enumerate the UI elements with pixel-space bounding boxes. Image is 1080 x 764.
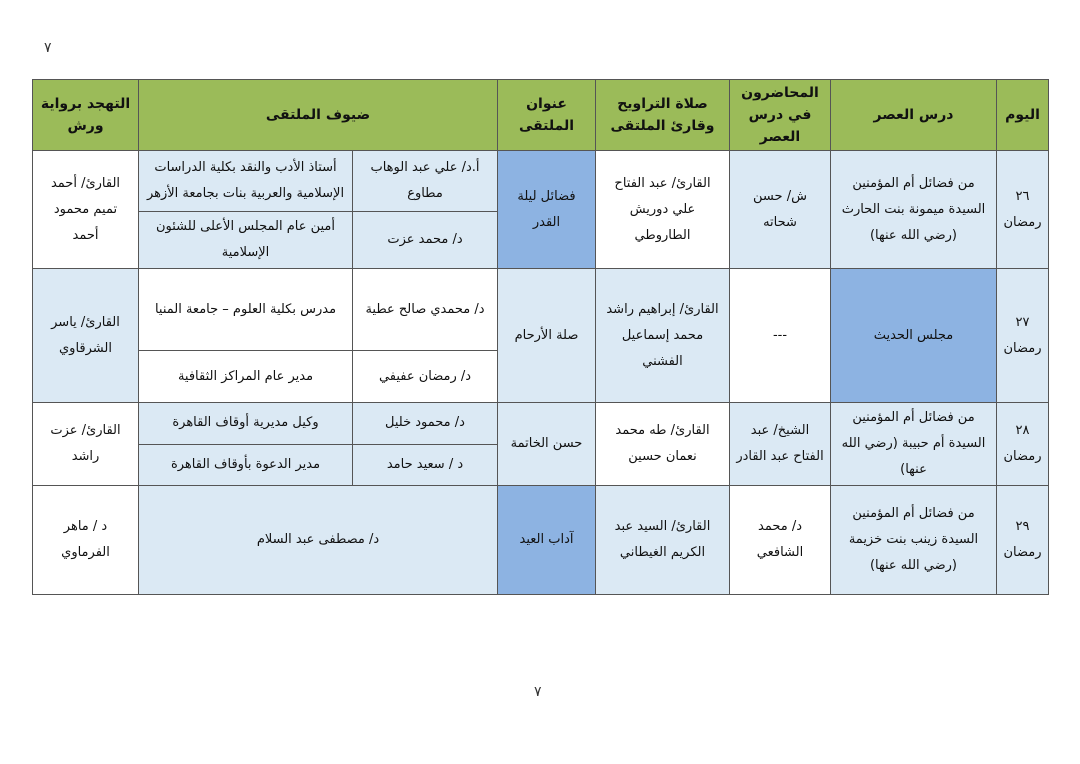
day-cell: ٢٧ رمضان: [997, 269, 1049, 403]
guest-role-cell: مدير عام المراكز الثقافية: [139, 351, 353, 403]
tahajjud-cell: القارئ/ أحمد تميم محمود أحمد: [33, 151, 139, 269]
asr-lecturer-cell: الشيخ/ عبد الفتاح عبد القادر: [730, 403, 831, 486]
guest-role-cell: أستاذ الأدب والنقد بكلية الدراسات الإسلامية والعربية بنات بجامعة الأزهر: [139, 151, 353, 212]
day-cell: ٢٨ رمضان: [997, 403, 1049, 486]
asr-lesson-cell: من فضائل أم المؤمنين السيدة ميمونة بنت الحارث (رضي الله عنها): [831, 151, 997, 269]
header-day: اليوم: [997, 80, 1049, 151]
guest-name-cell: د/ مصطفى عبد السلام: [139, 486, 498, 595]
asr-lecturer-cell: ---: [730, 269, 831, 403]
table-row: [33, 269, 1049, 351]
guest-role-cell: مدرس بكلية العلوم – جامعة المنيا: [139, 269, 353, 351]
asr-lesson-cell: من فضائل أم المؤمنين السيدة أم حبيبة (رضي الله عنها): [831, 403, 997, 486]
page-number-bottom: ٧: [534, 684, 542, 700]
guest-name-cell: د/ رمضان عفيفي: [353, 351, 498, 403]
page-number-top: ٧: [44, 40, 52, 56]
guest-role-cell: مدير الدعوة بأوقاف القاهرة: [139, 444, 353, 486]
header-taraweeh: صلاة التراويح وقارئ الملتقى: [596, 80, 730, 151]
forum-title-cell: حسن الخاتمة: [498, 403, 596, 486]
header-forum-title: عنوان الملتقى: [498, 80, 596, 151]
table-row: [33, 486, 1049, 595]
guest-name-cell: د/ محمود خليل: [353, 403, 498, 445]
header-asr-lesson: درس العصر: [831, 80, 997, 151]
guest-role-cell: وكيل مديرية أوقاف القاهرة: [139, 403, 353, 445]
tahajjud-cell: د / ماهر الفرماوي: [33, 486, 139, 595]
day-cell: ٢٩ رمضان: [997, 486, 1049, 595]
header-tahajjud: التهجد برواية ورش: [33, 80, 139, 151]
forum-title-cell: فضائل ليلة القدر: [498, 151, 596, 269]
guest-name-cell: د / سعيد حامد: [353, 444, 498, 486]
asr-lecturer-cell: ش/ حسن شحاته: [730, 151, 831, 269]
header-row: [33, 80, 1049, 151]
tahajjud-cell: القارئ/ ياسر الشرقاوي: [33, 269, 139, 403]
taraweeh-cell: القارئ/ عبد الفتاح علي دوريش الطاروطي: [596, 151, 730, 269]
guest-name-cell: أ.د/ علي عبد الوهاب مطاوع: [353, 151, 498, 212]
tahajjud-cell: القارئ/ عزت راشد: [33, 403, 139, 486]
taraweeh-cell: القارئ/ إبراهيم راشد محمد إسماعيل الفشني: [596, 269, 730, 403]
forum-title-cell: صلة الأرحام: [498, 269, 596, 403]
table-row: [33, 403, 1049, 445]
day-cell: ٢٦ رمضان: [997, 151, 1049, 269]
asr-lecturer-cell: د/ محمد الشافعي: [730, 486, 831, 595]
table-row: [33, 151, 1049, 212]
asr-lesson-cell: من فضائل أم المؤمنين السيدة زينب بنت خزيمة (رضي الله عنها): [831, 486, 997, 595]
forum-title-cell: آداب العيد: [498, 486, 596, 595]
asr-lesson-cell: مجلس الحديث: [831, 269, 997, 403]
guest-name-cell: د/ محمدي صالح عطية: [353, 269, 498, 351]
header-asr-lecturers: المحاضرون في درس العصر: [730, 80, 831, 151]
guest-role-cell: أمين عام المجلس الأعلى للشئون الإسلامية: [139, 212, 353, 269]
header-guests: ضيوف الملتقى: [139, 80, 498, 151]
schedule-table: [32, 79, 1049, 595]
taraweeh-cell: القارئ/ السيد عبد الكريم الغيطاني: [596, 486, 730, 595]
taraweeh-cell: القارئ/ طه محمد نعمان حسين: [596, 403, 730, 486]
guest-name-cell: د/ محمد عزت: [353, 212, 498, 269]
